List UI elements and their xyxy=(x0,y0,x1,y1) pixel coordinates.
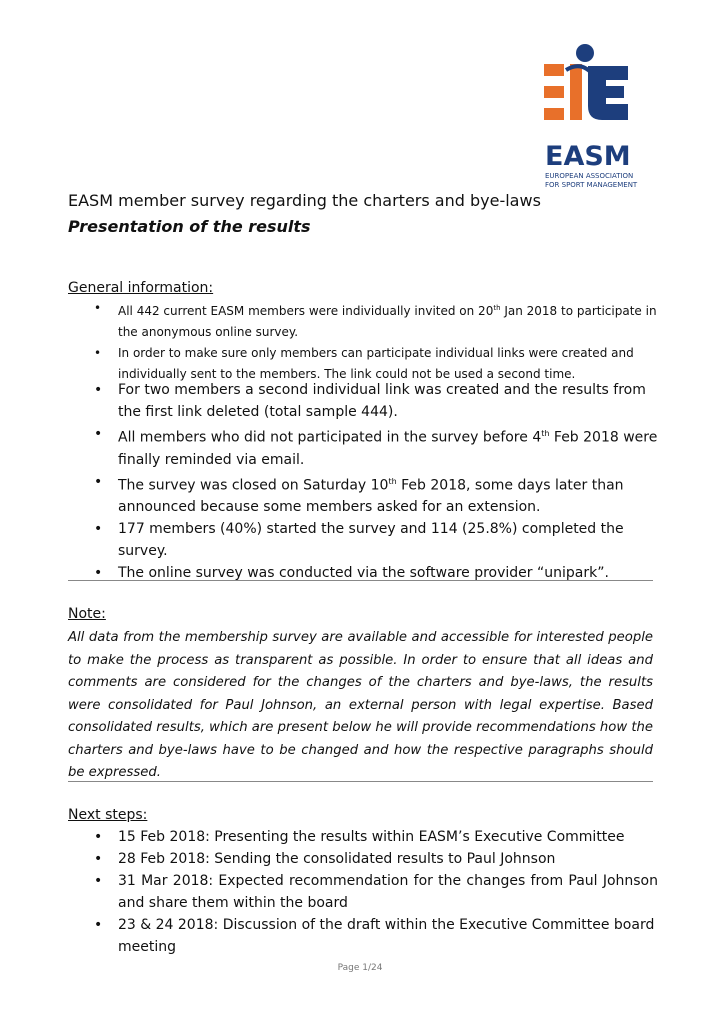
list-item: • 28 Feb 2018: Sending the consolidated results to Paul Johnson xyxy=(68,848,658,870)
next-steps-heading: Next steps: xyxy=(68,807,148,823)
list-item: • All members who did not participated in the survey before 4th Feb 2018 were finally reminded via email. xyxy=(68,423,658,471)
list-item: • The online survey was conducted via the software provider “unipark”. xyxy=(68,562,658,584)
list-item: • 31 Mar 2018: Expected recommendation for the changes from Paul Johnson and share them within the board xyxy=(68,870,658,914)
list-item: • In order to make sure only members can participate individual links were created and individually sent to the members. The link could not be used a second time. xyxy=(68,343,658,385)
logo-wordmark: EASM xyxy=(545,141,631,172)
next-steps-list xyxy=(68,826,658,958)
easm-logo-mark xyxy=(544,42,636,140)
logo-subtitle: EUROPEAN ASSOCIATION FOR SPORT MANAGEMENT xyxy=(545,172,638,189)
divider xyxy=(68,781,653,782)
note-heading: Note: xyxy=(68,606,106,622)
page-number: Page 1/24 xyxy=(337,963,383,973)
note-text: All data from the membership survey are available and accessible for interested people to make the process as transparent as possible. In order to ensure that all ideas and comments are considered for the changes of the charters and bye-laws, the results were consolidated for Paul Johnson, an external person with legal expertise. Based consolidated results, which are present below he will provide recommendations how the charters and bye-laws have to be changed and how the respective paragraphs should be expressed. xyxy=(68,630,653,780)
list-item: • All 442 current EASM members were individually invited on 20th Jan 2018 to participate in the anonymous online survey. xyxy=(68,298,658,343)
general-information-heading: General information: xyxy=(68,280,214,296)
easm-logo xyxy=(540,42,652,187)
list-item: • For two members a second individual link was created and the results from the first link deleted (total sample 444). xyxy=(68,379,658,423)
general-list-small xyxy=(68,298,658,385)
document-title: EASM member survey regarding the charters and bye-laws xyxy=(68,191,541,210)
document-subtitle: Presentation of the results xyxy=(68,217,311,236)
divider xyxy=(68,580,653,581)
general-list-large xyxy=(68,379,658,584)
list-item: • 15 Feb 2018: Presenting the results within EASM’s Executive Committee xyxy=(68,826,658,848)
list-item: • 23 & 24 2018: Discussion of the draft within the Executive Committee board meeting xyxy=(68,914,658,958)
list-item: • 177 members (40%) started the survey and 114 (25.8%) completed the survey. xyxy=(68,518,658,562)
list-item: • The survey was closed on Saturday 10th Feb 2018, some days later than announced because some members asked for an extension. xyxy=(68,471,658,519)
